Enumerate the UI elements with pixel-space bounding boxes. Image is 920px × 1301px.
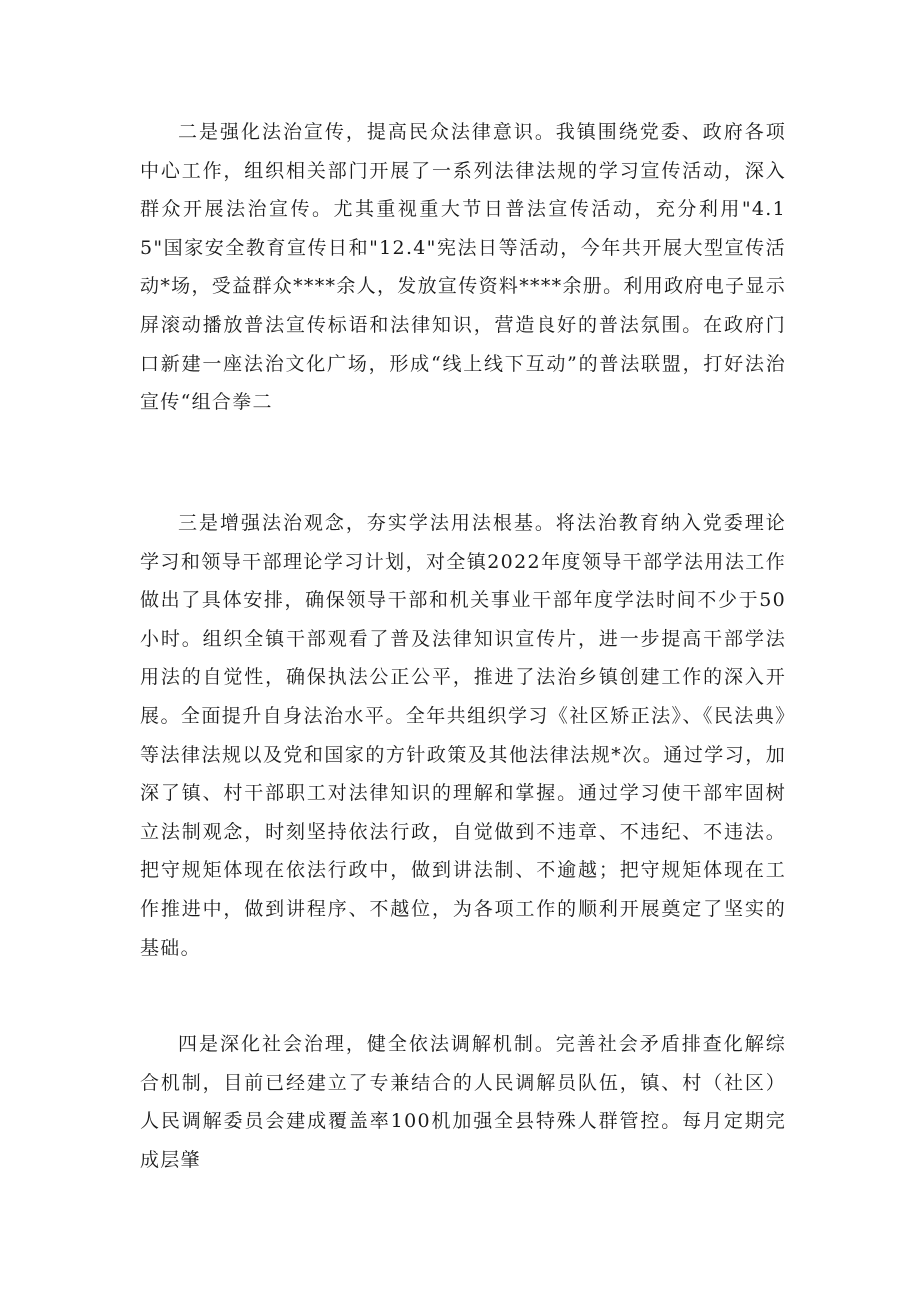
paragraph-social-governance: 四是深化社会治理，健全依法调解机制。完善社会矛盾排查化解综合机制，目前已经建立了专兼结合的人民调解员队伍，镇、村（社区）人民调解委员会建成覆盖率100机加强全县特殊人群管控。每月定期完成层肇 — [140, 1033, 786, 1171]
paragraph-legal-publicity: 二是强化法治宣传，提高民众法律意识。我镇围绕党委、政府各项中心工作，组织相关部门开展了一系列法律法规的学习宣传活动，深入群众开展法治宣传。尤其重视重大节日普法宣传活动，充分利用"4.15"国家安全教育宣传日和"12.4"宪法日等活动，今年共开展大型宣传活动*场，受益群众****余人，发放宣传资料****余册。利用政府电子显示屏滚动播放普法宣传标语和法律知识，营造良好的普法氛围。在政府门口新建一座法治文化广场，形成“线上线下互动”的普法联盟，打好法治宣传“组合拳二 — [140, 121, 786, 414]
paragraph-legal-awareness: 三是增强法治观念，夯实学法用法根基。将法治教育纳入党委理论学习和领导干部理论学习计划，对全镇2022年度领导干部学法用法工作做出了具体安排，确保领导干部和机关事业干部年度学法时间不少于50小时。组织全镇干部观看了普及法律知识宣传片，进一步提高干部学法用法的自觉性，确保执法公正公平，推进了法治乡镇创建工作的深入开展。全面提升自身法治水平。全年共组织学习《社区矫正法》、《民法典》等法律法规以及党和国家的方针政策及其他法律法规*次。通过学习，加深了镇、村干部职工对法律知识的理解和掌握。通过学习使干部牢固树立法制观念，时刻坚持依法行政，自觉做到不违章、不违纪、不违法。把守规矩体现在依法行政中，做到讲法制、不逾越；把守规矩体现在工作推进中，做到讲程序、不越位，为各项工作的顺利开展奠定了坚实的基础。 — [140, 512, 786, 959]
